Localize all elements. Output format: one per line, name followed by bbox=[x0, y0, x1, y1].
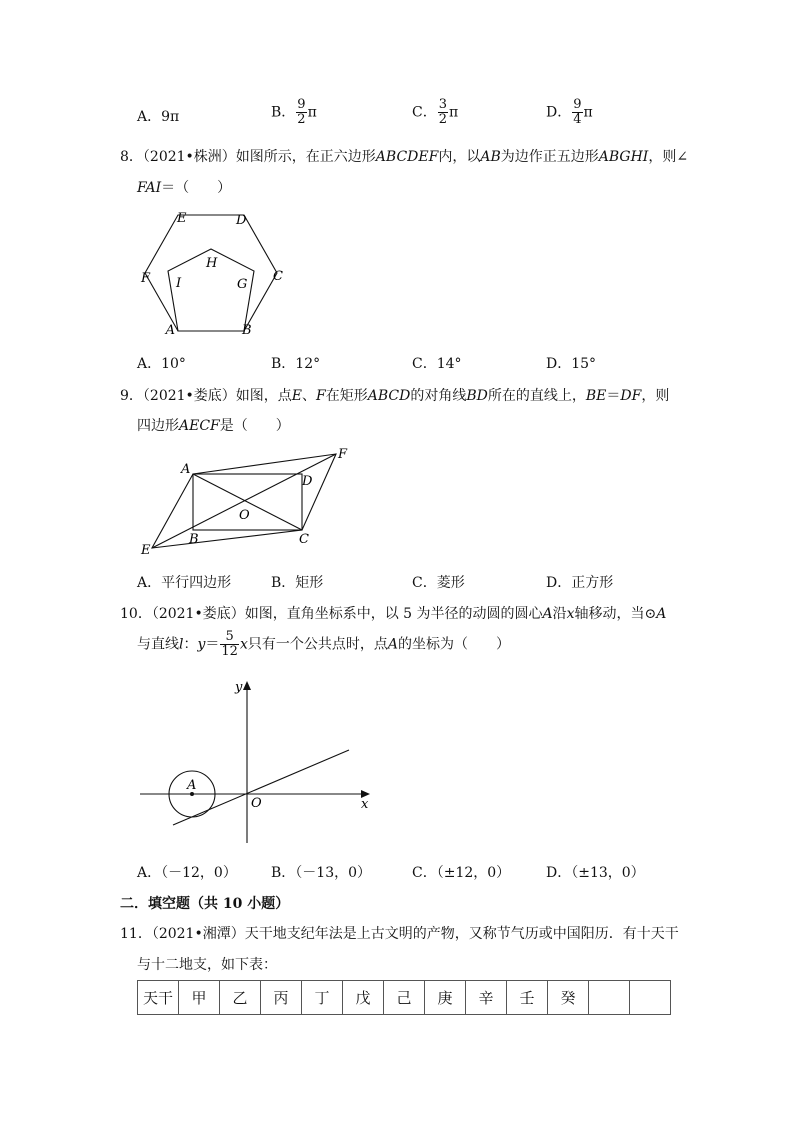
table-cell: 丁 bbox=[302, 981, 343, 1015]
label-o: O bbox=[251, 796, 262, 811]
q10-option-a: A．（－12，0） bbox=[137, 865, 237, 881]
q7-option-b: B． $\frac{9}{2}$ π bbox=[271, 97, 317, 127]
label-g: G bbox=[237, 277, 248, 292]
label-c: C bbox=[299, 532, 309, 547]
hexagon-abcdef bbox=[145, 215, 277, 331]
label-a: A bbox=[187, 778, 197, 793]
table-cell bbox=[589, 981, 630, 1015]
label-a: A bbox=[165, 323, 175, 338]
q11-stem-line1: 11．（2021•湘潭）天干地支纪年法是上古文明的产物，又称节气历或中国阳历．有十天干 bbox=[120, 926, 679, 942]
table-cell: 丙 bbox=[261, 981, 302, 1015]
table-cell: 戊 bbox=[343, 981, 384, 1015]
label-b: B bbox=[189, 532, 199, 547]
q10-option-d: D．（±13，0） bbox=[546, 865, 645, 881]
table-cell: 天干 bbox=[138, 981, 179, 1015]
q10-coordinate-figure bbox=[135, 675, 380, 850]
label-h: H bbox=[206, 256, 218, 271]
q9-stem-line1: 9．（2021•娄底）如图，点E、F在矩形ABCD的对角线BD所在的直线上，BE＝DF，则 bbox=[120, 388, 670, 404]
table-cell: 辛 bbox=[466, 981, 507, 1015]
q11-stem-line2: 与十二地支，如下表： bbox=[137, 957, 277, 973]
q9-option-d: D．正方形 bbox=[546, 575, 614, 591]
table-cell: 己 bbox=[384, 981, 425, 1015]
label-x: x bbox=[361, 797, 369, 812]
label-d: D bbox=[302, 474, 313, 489]
q8-option-b: B．12° bbox=[271, 356, 321, 372]
q10-option-c: C．（±12，0） bbox=[412, 865, 511, 881]
q7-option-c: C． $\frac{3}{2}$ π bbox=[412, 97, 459, 127]
label-d: D bbox=[236, 213, 247, 228]
label-e: E bbox=[177, 211, 187, 226]
q8-stem-line1: 8．（2021•株洲）如图所示，在正六边形ABCDEF内，以AB为边作正五边形ABGHI，则∠ bbox=[120, 149, 689, 165]
label-b: B bbox=[242, 323, 252, 338]
heavenly-stems-table bbox=[137, 980, 671, 1015]
table-cell bbox=[630, 981, 671, 1015]
label-i: I bbox=[176, 276, 182, 291]
label-y: y bbox=[235, 680, 243, 695]
q10-stem-line1: 10．（2021•娄底）如图，直角坐标系中，以 5 为半径的动圆的圆心A沿x轴移动，当⊙A bbox=[120, 606, 667, 622]
q9-option-b: B．矩形 bbox=[271, 575, 324, 591]
table-cell: 庚 bbox=[425, 981, 466, 1015]
q8-option-c: C．14° bbox=[412, 356, 462, 372]
table-cell: 癸 bbox=[548, 981, 589, 1015]
q8-hexagon-pentagon-figure bbox=[130, 205, 300, 340]
q10-option-b: B．（－13，0） bbox=[271, 865, 372, 881]
q9-rectangle-figure bbox=[135, 442, 360, 560]
label-o: O bbox=[239, 508, 250, 523]
y-axis-arrow-icon bbox=[243, 681, 251, 690]
label-f: F bbox=[338, 447, 348, 462]
q9-stem-line2: 四边形AECF是（ ） bbox=[137, 418, 290, 434]
q8-option-d: D．15° bbox=[546, 356, 597, 372]
q8-option-a: A．10° bbox=[137, 356, 186, 372]
label-f: F bbox=[141, 271, 151, 286]
label-e: E bbox=[141, 543, 151, 558]
section-heading-fill-in: 二．填空题（共 10 小题） bbox=[120, 896, 290, 912]
line-l bbox=[173, 750, 349, 825]
q9-option-c: C．菱形 bbox=[412, 575, 465, 591]
label-c: C bbox=[273, 269, 283, 284]
q7-option-a: A．9π bbox=[137, 109, 180, 125]
table-cell: 乙 bbox=[220, 981, 261, 1015]
table-row bbox=[138, 981, 671, 1015]
q7-option-d: D． $\frac{9}{4}$ π bbox=[546, 97, 593, 127]
q10-stem-line2: 与直线l：y＝ $\frac{5}{12}$ x只有一个公共点时，点A的坐标为（ ） bbox=[137, 629, 510, 659]
table-cell: 甲 bbox=[179, 981, 220, 1015]
label-a: A bbox=[181, 462, 191, 477]
q8-stem-line2: FAI＝（ ） bbox=[137, 180, 232, 196]
q9-option-a: A．平行四边形 bbox=[137, 575, 232, 591]
table-cell: 壬 bbox=[507, 981, 548, 1015]
